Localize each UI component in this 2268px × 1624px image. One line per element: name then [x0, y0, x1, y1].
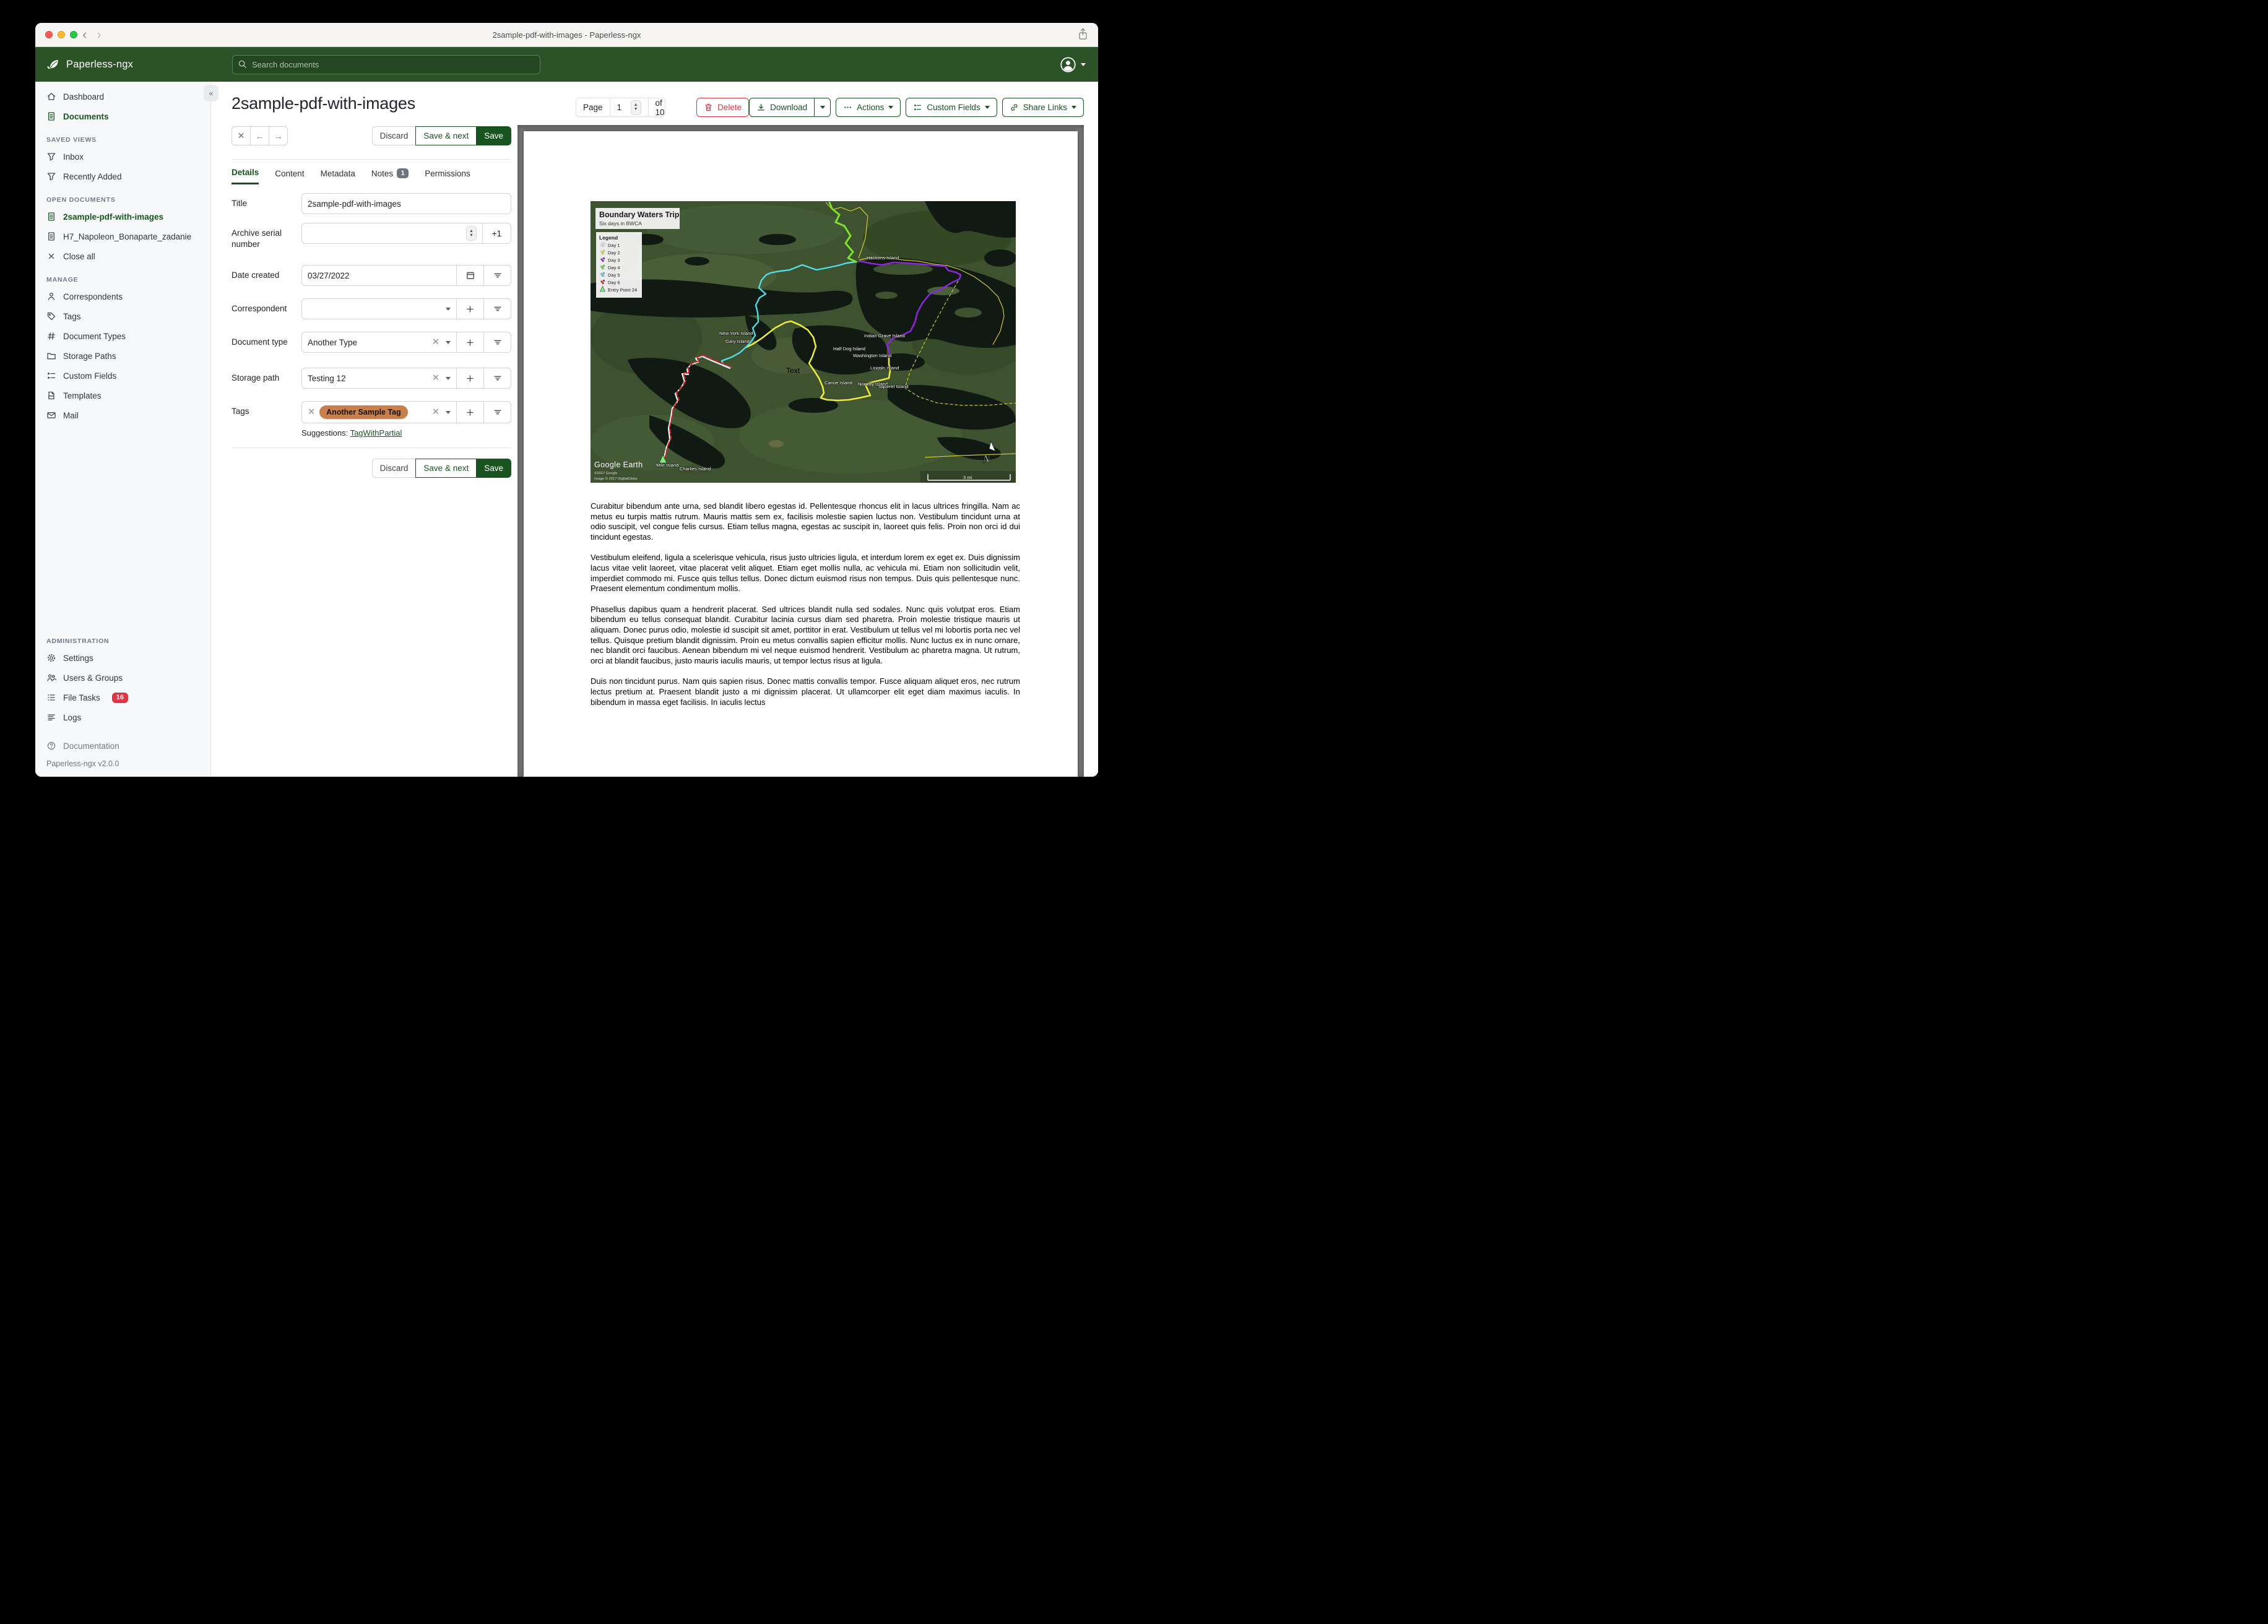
- sidebar-item-tags[interactable]: [35, 306, 210, 326]
- divider: [232, 159, 511, 160]
- trash-icon: [704, 103, 713, 112]
- sidebar-item-label: Users & Groups: [63, 673, 123, 683]
- chevron-down-icon[interactable]: [446, 411, 451, 417]
- folder-icon: [46, 351, 56, 361]
- editor-toolbar: [232, 126, 511, 145]
- custom-fields-icon: [913, 103, 922, 112]
- filter-icon: [493, 407, 503, 417]
- custom-fields-label: Custom Fields: [927, 103, 980, 112]
- plus-icon: [465, 374, 475, 383]
- document-type-value: Another Type: [308, 337, 358, 347]
- document-detail-pane: [232, 82, 511, 478]
- plus-icon: [465, 408, 475, 417]
- island-label: Gary Island: [725, 339, 750, 344]
- asn-next-button[interactable]: +1: [482, 223, 511, 243]
- map-legend: [596, 232, 642, 298]
- close-document-button[interactable]: ✕: [232, 126, 251, 145]
- add-tag-button[interactable]: [456, 402, 483, 423]
- file-text-icon: [46, 111, 56, 121]
- pdf-page: [524, 131, 1078, 777]
- sidebar-item-label: Close all: [63, 251, 95, 261]
- island-label: Charlies Island: [680, 466, 711, 472]
- island-label: Canoe Island: [825, 380, 852, 386]
- page-title: 2sample-pdf-with-images: [232, 94, 416, 113]
- google-earth-logo: Google Earth: [594, 460, 643, 469]
- form-row-tags: [232, 401, 511, 423]
- sidebar-item-label: Document Types: [63, 331, 126, 341]
- sidebar-item-templates[interactable]: [35, 386, 210, 405]
- sidebar-item-open-doc-1[interactable]: [35, 207, 210, 227]
- tab-details[interactable]: [232, 168, 259, 184]
- title-field[interactable]: [308, 199, 505, 209]
- island-label: Half Dog Island: [833, 346, 865, 352]
- field-label: Storage path: [232, 373, 280, 383]
- page-stepper[interactable]: ▲ ▼: [631, 100, 641, 115]
- form-row-document-type: [232, 332, 511, 353]
- template-icon: [46, 391, 56, 400]
- delete-label: Delete: [717, 103, 742, 112]
- sidebar: [35, 82, 211, 777]
- storage-path-filter-button[interactable]: [483, 368, 511, 388]
- sidebar-section-header: MANAGE: [46, 276, 79, 283]
- island-label: Norway Island: [858, 381, 888, 387]
- filter-icon: [493, 337, 503, 347]
- pdf-viewer[interactable]: [517, 125, 1084, 777]
- text-lines-icon: [46, 712, 56, 722]
- page-label: Page: [583, 103, 603, 112]
- north-label: N: [983, 453, 990, 465]
- sidebar-item-label: Dashboard: [63, 92, 105, 102]
- app-version: Paperless-ngx v2.0.0: [46, 759, 119, 768]
- form-row-title: [232, 193, 511, 214]
- close-window-button[interactable]: [45, 31, 53, 38]
- close-icon: [46, 251, 56, 261]
- legend-label: Day 4: [608, 265, 620, 270]
- map-image: [591, 201, 1016, 483]
- file-text-icon: [46, 212, 56, 222]
- clear-icon[interactable]: ✕: [431, 407, 439, 418]
- file-text-icon: [46, 231, 56, 241]
- correspondent-filter-button[interactable]: [483, 299, 511, 319]
- filter-icon: [493, 373, 503, 383]
- pdf-paragraph: Curabitur bibendum ante urna, sed blandit libero egestas id. Pellentesque rhoncus elit in lacus ultrices fringilla. Nam ac metus eu turpis mattis rutrum. Mauris mattis sem ex, facilisis molestie sapien luctus non. Vestibulum tincidunt urna at odio suscipit, vel congue felis cursus. Etiam tellus magna, egestas ac suscipit in, laoreet quis felis. Proin non orci id dui tincidunt egestas.: [591, 501, 1020, 542]
- sidebar-item-label: H7_Napoleon_Bonaparte_zadanie: [63, 231, 192, 241]
- tab-label: Notes: [371, 168, 394, 178]
- sidebar-item-settings[interactable]: [35, 648, 210, 668]
- map-text-annotation: Text: [786, 366, 800, 375]
- chevron-down-icon: [1081, 63, 1086, 69]
- form-row-date-created: [232, 265, 511, 286]
- correspondent-select[interactable]: [302, 299, 456, 319]
- sidebar-item-label: Documentation: [63, 741, 119, 751]
- sidebar-item-label: Logs: [63, 712, 82, 722]
- chevron-down-icon[interactable]: [446, 308, 451, 313]
- tab-label: Content: [275, 168, 305, 178]
- chevron-down-icon[interactable]: [446, 377, 451, 382]
- download-icon: [756, 103, 766, 112]
- tab-label: Details: [232, 168, 259, 177]
- plus-icon: [465, 304, 475, 314]
- download-button[interactable]: [749, 98, 815, 117]
- actions-label: Actions: [857, 103, 885, 112]
- storage-path-select[interactable]: [302, 368, 456, 388]
- notes-count-badge: 1: [397, 168, 409, 178]
- link-icon: [1010, 103, 1019, 112]
- legend-label: Day 6: [608, 280, 620, 285]
- discard-button[interactable]: Discard: [372, 126, 417, 145]
- funnel-icon: [46, 152, 56, 162]
- sidebar-item-logs[interactable]: [35, 707, 210, 727]
- calendar-button[interactable]: [456, 266, 483, 285]
- details-form: [232, 193, 511, 478]
- legend-label: Day 5: [608, 272, 620, 278]
- sidebar-item-close-all[interactable]: [35, 246, 210, 266]
- map-copyright: Image © 2017 DigitalGlobe: [594, 477, 638, 481]
- previous-document-button[interactable]: ←: [250, 126, 269, 145]
- field-label: Correspondent: [232, 304, 287, 314]
- person-icon: [46, 292, 56, 301]
- sidebar-item-correspondents[interactable]: [35, 287, 210, 306]
- gear-icon: [46, 653, 56, 663]
- share-icon[interactable]: [1078, 28, 1088, 44]
- custom-fields-button[interactable]: [906, 98, 997, 117]
- field-label: Document type: [232, 337, 288, 347]
- sidebar-item-mail[interactable]: [35, 405, 210, 425]
- document-preview-pane: [517, 82, 1084, 777]
- field-label: Tags: [232, 407, 249, 417]
- tab-metadata[interactable]: [321, 168, 355, 184]
- legend-title: Legend: [599, 235, 618, 241]
- main-content: [211, 82, 1098, 777]
- actions-button[interactable]: [836, 98, 901, 117]
- tab-label: Permissions: [425, 168, 470, 178]
- add-document-type-button[interactable]: [456, 332, 483, 352]
- custom-fields-icon: [46, 371, 56, 381]
- legend-label: Day 1: [608, 243, 620, 248]
- scale-label: 3 mi: [963, 475, 972, 480]
- traffic-lights: [45, 31, 77, 38]
- form-row-correspondent: [232, 298, 511, 319]
- legend-label: Day 2: [608, 250, 620, 256]
- app-navbar: [35, 47, 1098, 82]
- sidebar-item-label: Storage Paths: [63, 351, 116, 361]
- suggestions-label: Suggestions:: [301, 428, 348, 438]
- tag-suggestions: [232, 428, 511, 438]
- window-title: 2sample-pdf-with-images - Paperless-ngx: [492, 30, 641, 40]
- minimize-window-button[interactable]: [58, 31, 65, 38]
- download-options-button[interactable]: [815, 98, 831, 117]
- download-split-button: [749, 98, 831, 117]
- map-scale-bar: [920, 471, 1016, 483]
- people-icon: [46, 673, 56, 683]
- tab-permissions[interactable]: [425, 168, 470, 184]
- plus-icon: [465, 338, 475, 347]
- sidebar-item-label: Documents: [63, 111, 109, 121]
- tags-filter-button[interactable]: [483, 402, 511, 423]
- map-copyright: ©2017 Google: [594, 472, 618, 475]
- share-links-button[interactable]: [1002, 98, 1084, 117]
- paperless-leaf-logo-icon: [46, 58, 60, 71]
- search-input[interactable]: [232, 55, 540, 74]
- tag-chip[interactable]: Another Sample Tag: [319, 405, 408, 419]
- chevron-down-icon[interactable]: [446, 341, 451, 347]
- sidebar-item-label: Correspondents: [63, 292, 123, 301]
- remove-tag-icon[interactable]: ✕: [308, 407, 316, 418]
- island-label: Lincoln Island: [870, 365, 899, 371]
- pdf-paragraph: Duis non tincidunt purus. Nam quis sapien risus. Donec mattis convallis tempor. Fusce aliquam aliquet eros, nec rutrum lectus pretium at. Praesent blandit justo a mi dignissim placerat. Ut ullamcorper elit eget diam maximus iaculis. In bibendum in massa eget facilisis. In iaculis lectus: [591, 676, 1020, 707]
- search-box: [232, 55, 540, 74]
- filter-icon: [493, 304, 503, 314]
- document-type-filter-button[interactable]: [483, 332, 511, 352]
- tag-icon: [46, 311, 56, 321]
- sidebar-item-file-tasks[interactable]: [35, 688, 210, 707]
- island-label: Hausons Island: [867, 255, 899, 261]
- sidebar-item-open-doc-2[interactable]: [35, 227, 210, 246]
- date-filter-button[interactable]: [483, 266, 511, 285]
- document-type-select[interactable]: [302, 332, 456, 352]
- field-label: Date created: [232, 270, 280, 280]
- add-storage-path-button[interactable]: [456, 368, 483, 388]
- page-number-input[interactable]: [617, 103, 631, 112]
- page-input-wrap: [610, 98, 648, 116]
- suggestion-link[interactable]: TagWithPartial: [350, 428, 402, 438]
- asn-stepper[interactable]: ▲ ▼: [466, 226, 477, 241]
- clear-icon[interactable]: ✕: [431, 373, 439, 384]
- envelope-icon: [46, 410, 56, 420]
- discard-button-bottom[interactable]: Discard: [372, 459, 417, 478]
- sidebar-item-label: Mail: [63, 410, 79, 420]
- download-label: Download: [770, 103, 808, 112]
- island-label: Washington Island: [853, 353, 892, 358]
- editor-tabs: [232, 168, 511, 184]
- tab-notes[interactable]: [371, 168, 409, 184]
- sidebar-collapse-button[interactable]: «: [204, 85, 219, 102]
- tab-label: Metadata: [320, 168, 355, 178]
- browser-forward-button[interactable]: ›: [97, 27, 102, 42]
- sidebar-item-storage-paths[interactable]: [35, 346, 210, 366]
- save-and-next-button-bottom[interactable]: Save & next: [415, 459, 477, 478]
- screen: [0, 0, 1134, 812]
- tags-select[interactable]: [302, 402, 456, 423]
- sidebar-item-documentation[interactable]: [35, 736, 210, 756]
- sidebar-item-label: Inbox: [63, 152, 84, 162]
- sidebar-item-label: Recently Added: [63, 171, 122, 181]
- sidebar-item-label: Custom Fields: [63, 371, 117, 381]
- macos-titlebar: [35, 23, 1098, 47]
- page-total: of 10: [648, 98, 666, 116]
- island-label: Mile Island: [656, 462, 679, 468]
- calendar-icon: [465, 270, 475, 280]
- preview-toolbar: [517, 98, 1084, 117]
- brand[interactable]: [35, 58, 211, 71]
- sidebar-section-header: SAVED VIEWS: [46, 136, 97, 144]
- sidebar-item-label: 2sample-pdf-with-images: [63, 212, 164, 222]
- sidebar-item-label: File Tasks: [63, 693, 100, 702]
- clear-icon[interactable]: ✕: [431, 337, 439, 348]
- next-document-button[interactable]: →: [269, 126, 288, 145]
- save-button[interactable]: Save: [476, 126, 511, 145]
- sidebar-item-inbox[interactable]: [35, 147, 210, 166]
- house-icon: [46, 92, 56, 102]
- storage-path-value: Testing 12: [308, 373, 346, 383]
- page-navigation: [576, 98, 665, 117]
- map-subtitle: Six days in BWCA: [599, 220, 642, 227]
- brand-name: Paperless-ngx: [66, 58, 134, 70]
- hash-icon: [46, 331, 56, 341]
- form-row-storage-path: [232, 368, 511, 389]
- avatar: [1060, 56, 1076, 73]
- sidebar-item-users-groups[interactable]: [35, 668, 210, 688]
- add-correspondent-button[interactable]: [456, 299, 483, 319]
- sidebar-item-recently-added[interactable]: [35, 166, 210, 186]
- field-label: Title: [232, 199, 248, 208]
- share-links-label: Share Links: [1023, 103, 1067, 112]
- map-title: Boundary Waters Trip: [599, 210, 680, 219]
- sidebar-item-label: Templates: [63, 391, 102, 400]
- list-task-icon: [46, 693, 56, 702]
- sidebar-item-label: Settings: [63, 653, 93, 663]
- pdf-paragraph: Phasellus dapibus quam a hendrerit placerat. Sed ultrices blandit nulla sed sodales. Nunc quis volutpat eros. Etiam bibendum eu tellus consequat blandit. Curabitur lacinia cursus diam sed pharetra. Proin molestie tristique mauris ut aliquam. Donec purus odio, molestie id suscipit sit amet, porttitor in erat. Vestibulum ut tellus vel mi lobortis porta nec vel tellus. Quisque pretium blandit dignissim. Proin eu metus convallis sapien efficitur mollis. Nunc luctus ex in nunc ornare, nec blandit orci faucibus. Aenean bibendum mi vel neque euismod hendrerit. Vestibulum ac pharetra magna. Ut rutrum, orci at blandit faucibus, justo mauris iaculis mauris, ut tempor lectus risus at ligula.: [591, 604, 1020, 665]
- sidebar-item-label: Tags: [63, 311, 81, 321]
- browser-back-button[interactable]: ‹: [82, 27, 87, 42]
- tab-content[interactable]: [275, 168, 304, 184]
- asn-field[interactable]: [302, 223, 482, 243]
- user-menu[interactable]: [1060, 56, 1086, 73]
- app-window: [35, 23, 1098, 777]
- question-circle-icon: [46, 741, 56, 751]
- field-label: Archive serial number: [232, 228, 282, 249]
- date-created-field[interactable]: [308, 271, 451, 280]
- zoom-window-button[interactable]: [70, 31, 77, 38]
- save-and-next-button[interactable]: Save & next: [415, 126, 477, 145]
- island-label: New York Island: [719, 330, 753, 336]
- file-tasks-badge: 16: [112, 693, 128, 703]
- divider: [232, 447, 511, 448]
- funnel-icon: [46, 171, 56, 181]
- island-label: Squirrel Island: [878, 384, 909, 389]
- filter-icon: [493, 270, 503, 280]
- sidebar-item-custom-fields[interactable]: [35, 366, 210, 386]
- legend-label: Entry Point 24: [608, 287, 638, 293]
- delete-button[interactable]: [696, 98, 749, 117]
- map-title-box: [595, 208, 680, 229]
- sidebar-item-documents[interactable]: [35, 106, 210, 126]
- sidebar-item-dashboard[interactable]: [35, 87, 210, 106]
- editor-bottom-toolbar: [232, 459, 511, 478]
- search-icon: [238, 59, 247, 72]
- save-button-bottom[interactable]: Save: [476, 459, 511, 478]
- form-row-asn: [232, 223, 511, 250]
- sidebar-item-document-types[interactable]: [35, 326, 210, 346]
- dots-icon: [843, 103, 852, 112]
- island-label: Indian Grave Island: [864, 333, 905, 339]
- pdf-paragraph: Vestibulum eleifend, ligula a scelerisque vehicula, risus justo ultricies ligula, et interdum lorem ex eget ex. Duis dignissim lacus vitae velit laoreet, vitae placerat velit aliquet. Etiam eget mollis nulla, ac vehicula mi. Etiam non sollicitudin velit, imperdiet commodo mi. Fusce quis tellus tellus. Donec dictum euismod risus non tempus. Duis quis pellentesque nunc. Praesent elementum condimentum mollis.: [591, 553, 1020, 594]
- sidebar-section-header: OPEN DOCUMENTS: [46, 196, 116, 204]
- sidebar-section-header: ADMINISTRATION: [46, 637, 110, 645]
- legend-label: Day 3: [608, 257, 620, 263]
